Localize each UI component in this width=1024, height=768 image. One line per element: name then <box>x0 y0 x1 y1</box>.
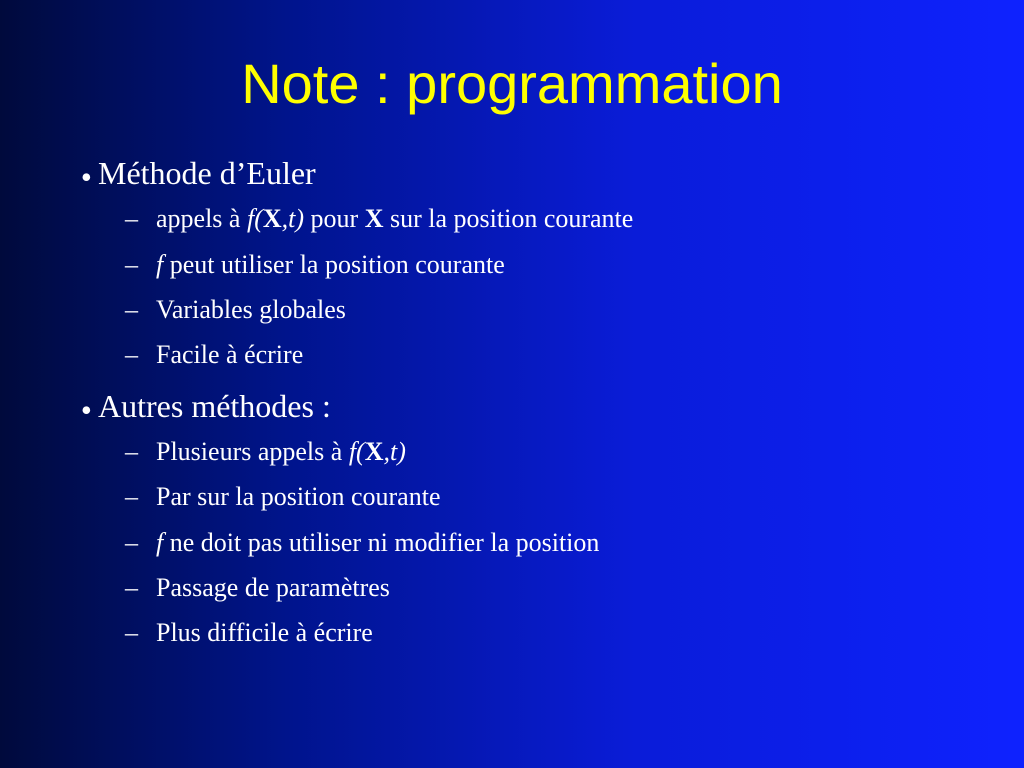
bullet-item-euler: • Méthode d’Euler <box>80 155 316 195</box>
bullet-item-autres: • Autres méthodes : <box>80 388 331 428</box>
dash-icon: – <box>125 482 138 511</box>
sub-item-text: Plus difficile à écrire <box>156 618 373 647</box>
sub-item <box>125 481 441 513</box>
slide-title: Note : programmation <box>241 52 783 115</box>
sub-item-text: Plusieurs appels à <box>156 437 349 466</box>
dash-icon: – <box>125 250 138 279</box>
function-symbol: f <box>156 528 164 557</box>
sub-item-text: peut utiliser la position courante <box>163 250 505 279</box>
dash-icon: – <box>125 528 138 557</box>
sub-item-text: Par sur la position courante <box>156 482 441 511</box>
sub-item-text: Facile à écrire <box>156 340 304 369</box>
dash-icon: – <box>125 340 138 369</box>
dash-icon: – <box>125 204 138 233</box>
sub-item <box>125 294 346 326</box>
vector-symbol: X <box>364 437 384 466</box>
function-symbol: f( <box>348 437 365 466</box>
function-symbol: f( <box>246 204 263 233</box>
sub-item-text: appels à <box>156 204 247 233</box>
dash-icon: – <box>125 437 138 466</box>
sub-item-text: sur la position courante <box>383 204 634 233</box>
sub-item <box>125 203 633 235</box>
sub-item <box>125 249 505 281</box>
bullet-heading: Autres méthodes : <box>98 388 331 424</box>
sub-item <box>125 339 303 371</box>
bullet-heading: Méthode d’Euler <box>98 155 316 191</box>
vector-symbol: X <box>262 204 282 233</box>
function-args: ,t) <box>383 437 406 466</box>
sub-item-text: pour <box>304 204 365 233</box>
function-args: ,t) <box>281 204 305 233</box>
function-symbol: f <box>156 250 164 279</box>
sub-item <box>125 436 406 468</box>
dash-icon: – <box>125 618 138 647</box>
sub-item-text: Variables globales <box>156 295 346 324</box>
sub-item <box>125 527 599 559</box>
sub-item <box>125 617 373 649</box>
vector-symbol: X <box>364 204 384 233</box>
sub-item <box>125 572 390 604</box>
dash-icon: – <box>125 295 138 324</box>
sub-item-text: Passage de paramètres <box>156 573 390 602</box>
dash-icon: – <box>125 573 138 602</box>
sub-item-text: ne doit pas utiliser ni modifier la position <box>163 528 600 557</box>
